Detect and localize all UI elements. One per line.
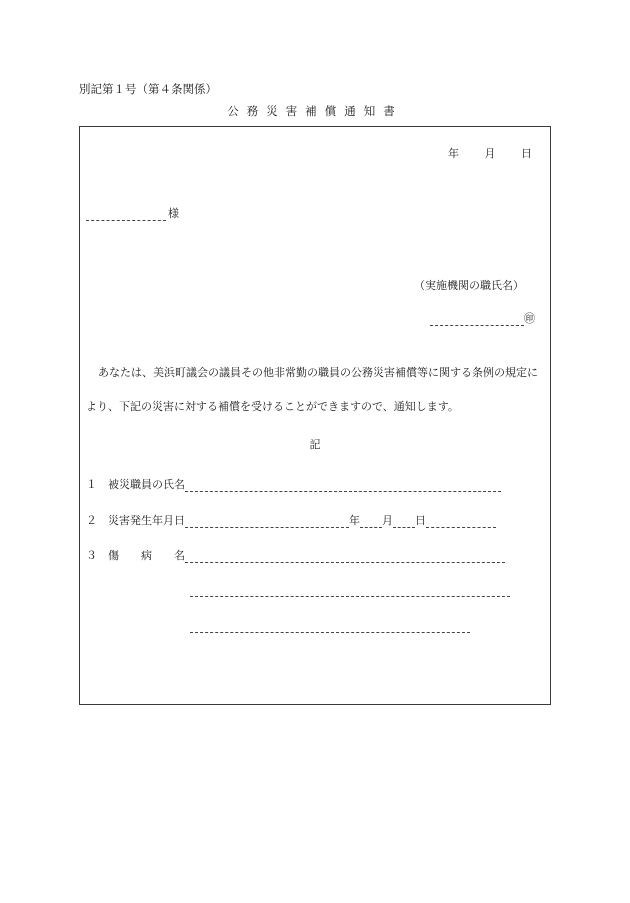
addressee-suffix: 様	[168, 207, 179, 220]
incident-day-label: 日	[415, 514, 426, 527]
incident-day-blank	[393, 515, 415, 528]
injury-blank-3-row	[190, 620, 470, 633]
item-label: 災害発生年月日	[108, 514, 185, 527]
injury-blank-1	[185, 550, 505, 563]
incident-year-label: 年	[349, 514, 360, 527]
form-number: 別記第１号（第４条関係）	[79, 82, 217, 96]
addressee-line	[86, 205, 179, 221]
incident-year-blank	[185, 515, 349, 528]
issue-date	[448, 145, 532, 161]
addressee-blank	[86, 208, 166, 221]
ki-heading: 記	[309, 438, 321, 451]
sender-signature-line	[430, 310, 535, 326]
seal-mark: ㊞	[524, 312, 535, 325]
item-label: 傷 病 名	[108, 549, 185, 562]
item-label: 被災職員の氏名	[108, 478, 185, 491]
injury-blank-2-row	[190, 584, 510, 597]
sender-label: （実施機関の職氏名）	[414, 279, 524, 292]
date-day-label: 日	[521, 147, 532, 160]
item-number: ３	[86, 549, 97, 562]
injury-blank-3	[190, 620, 470, 633]
injury-blank-2	[190, 584, 510, 597]
document-title: 公務災害補償通知書	[227, 104, 403, 118]
date-year-label: 年	[448, 147, 459, 160]
item-victim-name	[86, 476, 501, 492]
notice-body: あなたは、美浜町議会の議員その他非常勤の職員の公務災害補償等に関する条例の規定により、下記の災害に対する補償を受けることができますので、通知します。	[86, 366, 538, 413]
incident-trailing-blank	[426, 515, 496, 528]
incident-month-label: 月	[382, 514, 393, 527]
incident-month-blank	[360, 515, 382, 528]
item-injury-name	[86, 547, 505, 563]
item-number: ２	[86, 514, 97, 527]
date-month-label: 月	[484, 147, 496, 160]
victim-name-blank	[185, 479, 501, 492]
item-number: １	[86, 478, 97, 491]
sender-name-blank	[430, 313, 524, 326]
item-incident-date	[86, 512, 496, 528]
